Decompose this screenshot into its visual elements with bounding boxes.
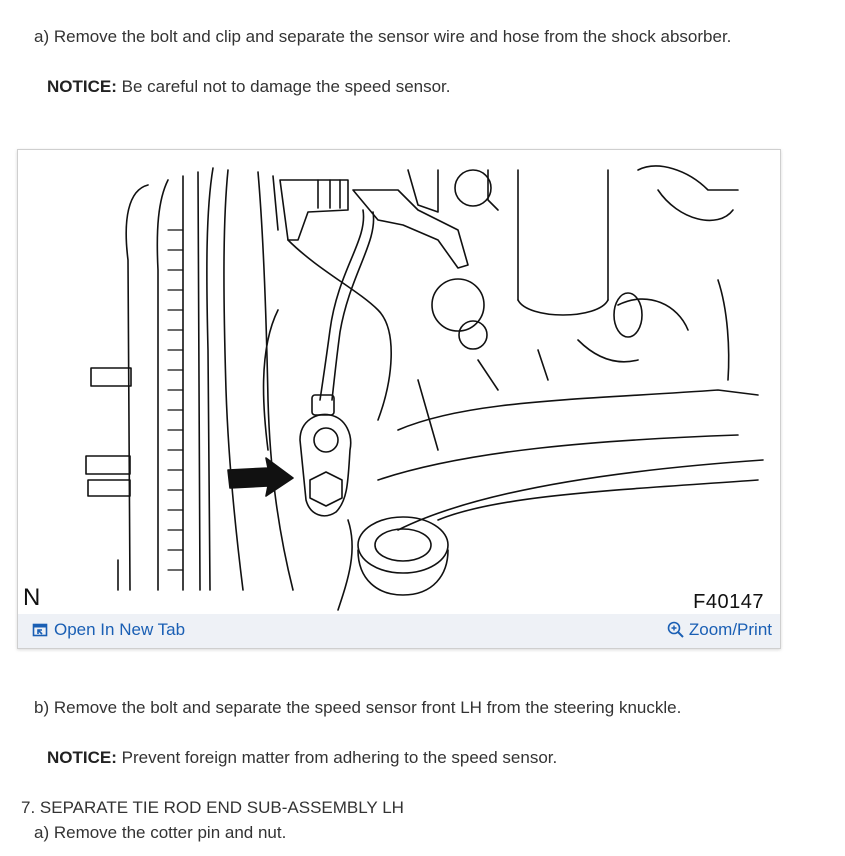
zoom-in-icon [667, 621, 685, 639]
open-in-new-tab-link[interactable] [32, 620, 185, 640]
notice-text: Be careful not to damage the speed sensor. [116, 77, 451, 96]
open-new-tab-icon [32, 622, 48, 638]
figure-corner-letter: N [23, 584, 41, 611]
zoom-print-link[interactable] [667, 620, 772, 640]
open-in-new-tab-label: Open In New Tab [54, 620, 186, 639]
zoom-print-label: Zoom/Print [688, 620, 772, 639]
notice-text: Prevent foreign matter from adhering to the speed sensor. [116, 748, 558, 767]
notice-label: NOTICE: [47, 77, 117, 96]
step-a-text: a) Remove the bolt and clip and separate the sensor wire and hose from the shock absorber. [34, 27, 732, 46]
figure-toolbar [18, 614, 780, 648]
step-b-text: b) Remove the bolt and separate the speed sensor front LH from the steering knuckle. [34, 698, 682, 717]
figure-code: F40147 [693, 591, 764, 613]
step-7a-text: a) Remove the cotter pin and nut. [34, 823, 287, 842]
notice-2 [47, 748, 557, 768]
step-7-heading: 7. SEPARATE TIE ROD END SUB-ASSEMBLY LH [21, 798, 404, 817]
figure-panel [17, 149, 781, 649]
notice-label: NOTICE: [47, 748, 117, 767]
notice-1 [47, 77, 451, 97]
technical-illustration [18, 150, 780, 614]
